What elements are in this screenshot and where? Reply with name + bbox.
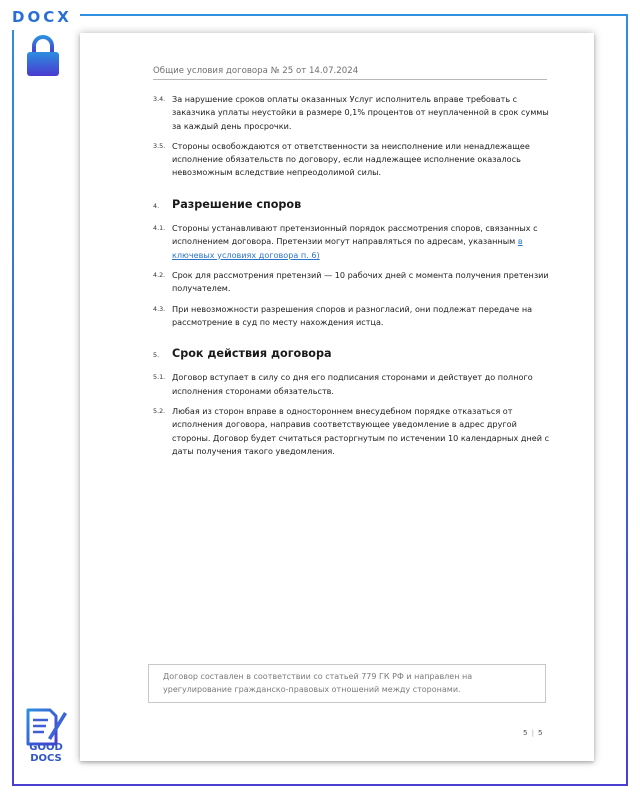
clause <box>153 405 553 458</box>
clause-text-body: Стороны освобождаются от ответственности за неисполнение или ненадлежащее исполнение обязательств по договору, если надлежащее исполнение оказалось невозможным вследствие непреодолимой силы. <box>172 140 530 178</box>
clause-text <box>172 269 553 296</box>
section-number: 5. <box>153 351 160 360</box>
page-current: 5 <box>523 728 528 737</box>
clause-link[interactable]: в ключевых условиях договора п. 6) <box>172 236 523 260</box>
footer-note: Договор составлен в соответствии со статьей 779 ГК РФ и направлен на урегулирование гражданско-правовых отношений между сторонами. <box>148 664 546 703</box>
clause <box>153 93 553 133</box>
clause-text-body: Срок для рассмотрения претензий — 10 рабочих дней с момента получения претензии получателем. <box>172 269 549 294</box>
section-title: Срок действия договора <box>172 347 332 361</box>
clause-text-body: За нарушение сроков оплаты оказанных Услуг исполнитель вправе требовать с заказчика уплаты неустойки в размере 0,1% процентов от неуплаченной в срок суммы за каждый день просрочки. <box>172 94 549 131</box>
clause-text <box>172 405 553 458</box>
page-separator: | <box>531 728 534 737</box>
clause-text <box>172 140 553 180</box>
section-number: 4. <box>153 201 160 210</box>
section-heading <box>153 198 553 213</box>
clause <box>153 303 553 330</box>
clause-text <box>172 371 553 398</box>
clause-number: 5.1. <box>153 373 166 382</box>
clause-number: 5.2. <box>153 407 166 416</box>
clause-text <box>172 222 553 262</box>
clause-text-body: При невозможности разрешения споров и разногласий, они подлежат передаче на рассмотрение в суд по месту нахождения истца. <box>172 303 533 327</box>
clause-text-body: Любая из сторон вправе в одностороннем внесудебном порядке отказаться от исполнения договора, направив соответствующее уведомление в адрес другой стороны. Договор будет считаться расторгнутым по истечении 10 календарных дней с даты получения такого уведомления. <box>172 406 550 456</box>
page-header: Общие условия договора № 25 от 14.07.2024 <box>153 66 547 80</box>
page-total: 5 <box>538 728 543 737</box>
document-body <box>153 93 553 465</box>
clause <box>153 269 553 296</box>
clause-text <box>172 93 553 133</box>
brand-name: DOCX <box>12 8 72 26</box>
section-title: Разрешение споров <box>172 197 302 211</box>
clause-number: 3.4. <box>153 95 166 103</box>
clause-number: 3.5. <box>153 141 166 150</box>
clause-number: 4.1. <box>153 224 166 233</box>
good-docs-logo-text: GOOD DOCS <box>29 742 63 764</box>
clause <box>153 140 553 180</box>
clause-text-body: Стороны устанавливают претензионный порядок рассмотрения споров, связанных с исполнением договора. Претензии могут направляться по адресам, указанным <box>172 223 538 247</box>
clause <box>153 222 553 262</box>
clause-text <box>172 303 553 330</box>
clause-text-body: Договор вступает в силу со дня его подписания сторонами и действует до полного исполнения сторонами обязательств. <box>172 372 533 396</box>
section-heading <box>153 347 553 362</box>
clause-number: 4.2. <box>153 270 166 279</box>
clause <box>153 371 553 398</box>
lock-icon <box>24 33 62 77</box>
document-page <box>80 33 594 761</box>
page-number <box>523 728 543 737</box>
clause-number: 4.3. <box>153 304 166 313</box>
